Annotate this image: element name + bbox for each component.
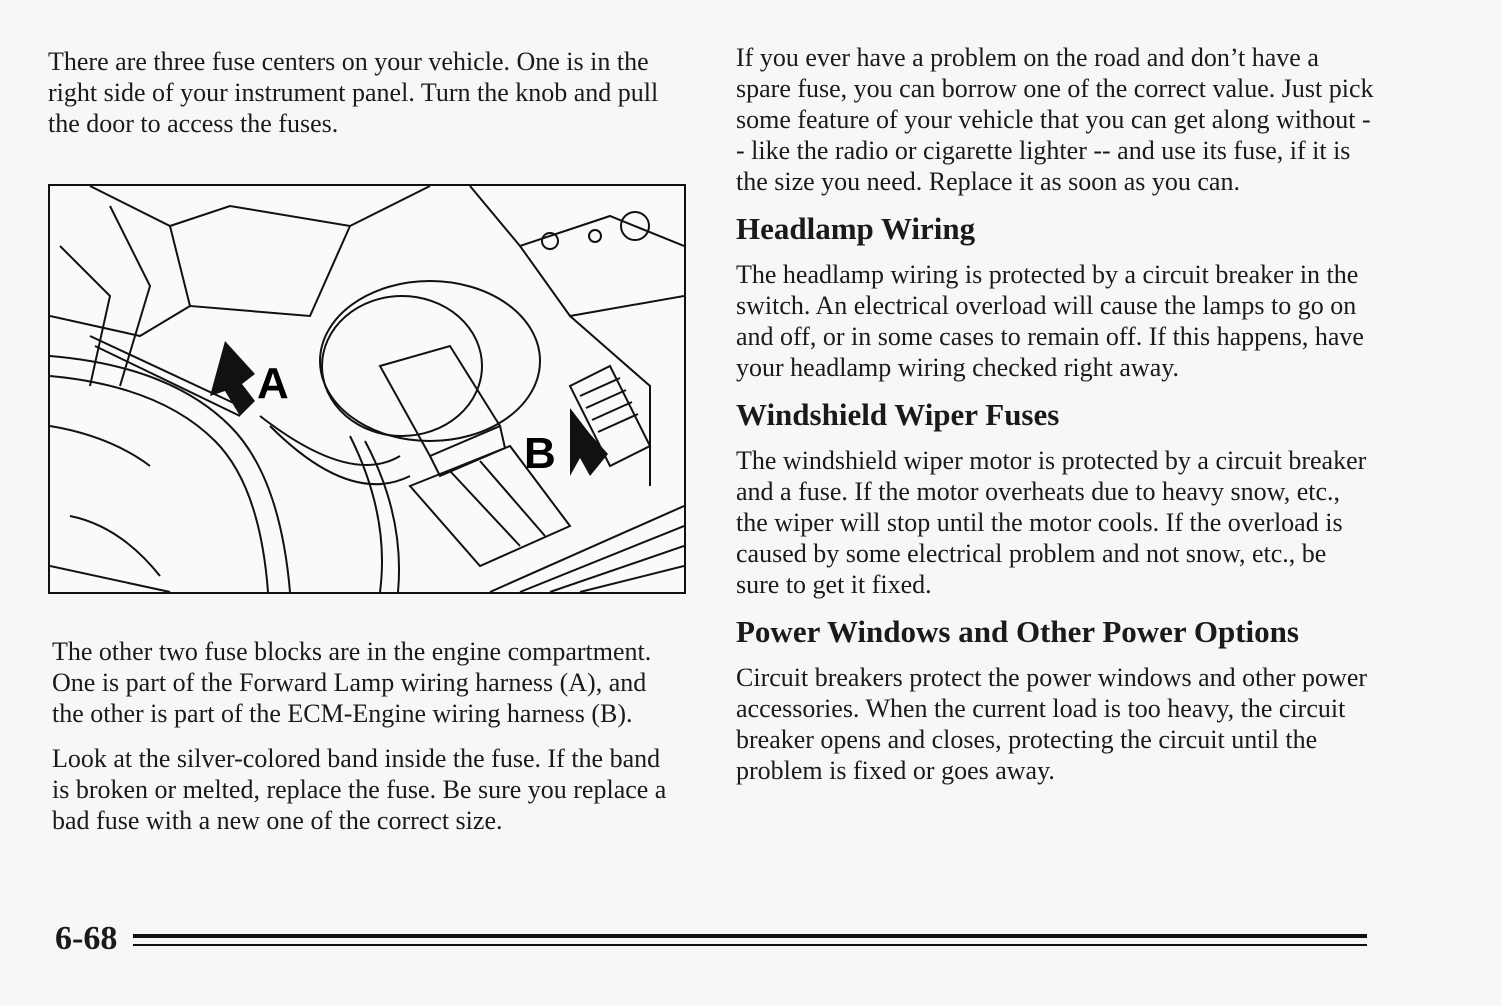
engine-drawing bbox=[50, 186, 684, 592]
headlamp-wiring-heading: Headlamp Wiring bbox=[736, 211, 976, 246]
figure-label-b: B bbox=[524, 429, 556, 478]
engine-compartment-illustration bbox=[48, 184, 686, 594]
footer-rule-thin bbox=[133, 944, 1367, 946]
wiper-fuses-text: The windshield wiper motor is protected by a circuit breaker and a fuse. If the motor overheats due to heavy snow, etc., the wiper will stop until the motor cools. If the overload is caused by some electrical problem and not snow, etc., be sure to get it fixed. bbox=[736, 446, 1367, 599]
arrow-b-icon bbox=[570, 408, 608, 476]
figure-label-a: A bbox=[257, 359, 289, 408]
left-lower-text bbox=[52, 636, 682, 850]
page-number: 6-68 bbox=[55, 920, 118, 957]
power-options-text: Circuit breakers protect the power windows and other power accessories. When the current load is too heavy, the circuit breaker opens and closes, protecting the circuit until the problem is fixed or goes away. bbox=[736, 663, 1368, 785]
right-column bbox=[736, 42, 1376, 800]
intro-paragraph: There are three fuse centers on your vehicle. One is in the right side of your instrument panel. Turn the knob and pull the door to access the fuses. bbox=[48, 47, 659, 138]
silver-band-paragraph: Look at the silver-colored band inside the fuse. If the band is broken or melted, replace the fuse. Be sure you replace a bad fuse with a new one of the correct size. bbox=[52, 744, 667, 835]
headlamp-wiring-text: The headlamp wiring is protected by a circuit breaker in the switch. An electrical overload will cause the lamps to go on and off, or in some cases to remain off. If this happens, have your headlamp wiring checked right away. bbox=[736, 260, 1364, 382]
footer-rule-thick bbox=[133, 934, 1367, 938]
spare-fuse-paragraph: If you ever have a problem on the road and don’t have a spare fuse, you can borrow one of the correct value. Just pick some feature of your vehicle that you can get along without -- like the radio or cigarette lighter -- and use its fuse, if it is the size you need. Replace it as soon as you can. bbox=[736, 43, 1374, 196]
page-footer bbox=[55, 918, 1375, 962]
power-options-heading: Power Windows and Other Power Options bbox=[736, 614, 1299, 649]
wiper-fuses-heading: Windshield Wiper Fuses bbox=[736, 397, 1060, 432]
fuse-blocks-paragraph: The other two fuse blocks are in the engine compartment. One is part of the Forward Lamp wiring harness (A), and the other is part of the ECM-Engine wiring harness (B). bbox=[52, 637, 652, 728]
left-column bbox=[48, 46, 678, 153]
